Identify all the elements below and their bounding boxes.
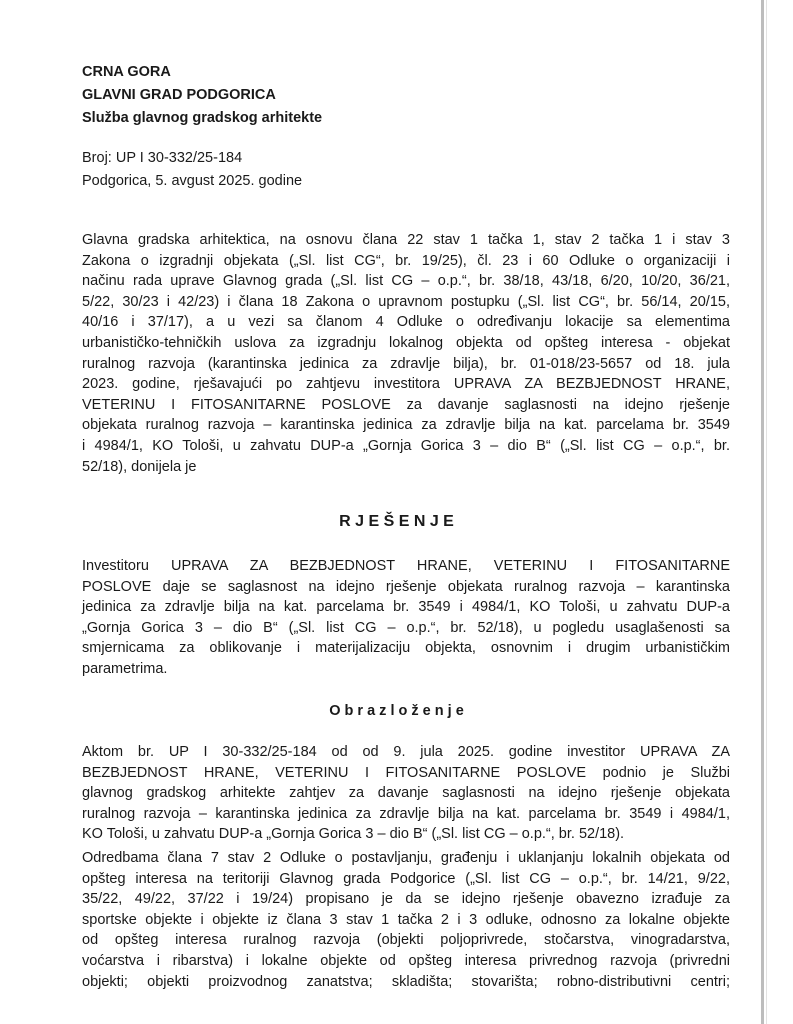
text-line: BEZBJEDNOST HRANE, VETERINU I FITOSANITARNE POSLOVE podnio je Službi	[82, 764, 730, 781]
header-city: GLAVNI GRAD PODGORICA	[82, 87, 276, 103]
document-number: Broj: UP I 30-332/25-184	[82, 150, 243, 166]
intro-paragraph	[82, 230, 730, 477]
decision-paragraph	[82, 556, 730, 680]
text-line: sportske objekte i objekte iz člana 3 stav 1 tačka 2 i 3 odluke, odnosno za lokalne objekte	[82, 911, 730, 928]
text-line: Glavna gradska arhitektica, na osnovu člana 22 stav 1 tačka 1, stav 2 tačka 1 i stav 3	[82, 232, 730, 248]
document-date: Podgorica, 5. avgust 2025. godine	[82, 173, 303, 189]
text-line: „Gornja Gorica 3 – dio B“ („Sl. list CG – o.p.“, br. 52/18), u pogledu usaglašenosti sa	[82, 619, 730, 636]
text-line: Odredbama člana 7 stav 2 Odluke o postavljanju, građenju i uklanjanju lokalnih objekata od	[82, 850, 730, 866]
text-line: Aktom br. UP I 30-332/25-184 od od 9. jula 2025. godine investitor UPRAVA ZA	[82, 744, 730, 760]
text-line: 35/22, 49/22, 37/22 i 19/24) propisano je da se idejno rješenje obavezno izrađuje za	[82, 891, 730, 908]
text-line: ruralnog razvoja (karantinska jedinica za zdravlje bilja), br. 01-018/23-5657 od 18. jula	[82, 355, 730, 372]
text-line: Zakona o izgradnji objekata („Sl. list CG“, br. 19/25), čl. 23 i 60 Odluke o organizaciji i	[82, 252, 730, 269]
text-line: Investitoru UPRAVA ZA BEZBJEDNOST HRANE, VETERINU I FITOSANITARNE	[82, 558, 730, 574]
text-line: POSLOVE daje se saglasnost na idejno rješenje objekata ruralnog razvoja – karantinska	[82, 578, 730, 595]
text-line: parametrima.	[82, 660, 168, 677]
text-line: objekata ruralnog razvoja – karantinska jedinica za zdravlje bilja na kat. parcelama br. 3549	[82, 417, 730, 434]
text-line: 5/22, 30/23 i 42/23) i člana 18 Zakona o upravnom postupku („Sl. list CG“, br. 56/14, 20/15,	[82, 293, 730, 310]
text-line: opšteg interesa na teritoriji Glavnog grada Podgorice („Sl. list CG – o.p.“, br. 14/21, 9/22,	[82, 870, 730, 887]
text-line: i 4984/1, KO Tološi, u zahvatu DUP-a „Gornja Gorica 3 – dio B“ („Sl. list CG – o.p.“, br.	[82, 437, 730, 454]
header-office: Služba glavnog gradskog arhitekte	[82, 110, 323, 126]
text-line: ruralnog razvoja – karantinska jedinica za zdravlje bilja na kat. parcelama br. 3549 i 4984/1,	[82, 805, 730, 822]
header-country: CRNA GORA	[82, 64, 171, 80]
scan-edge-shadow	[766, 0, 767, 1024]
decision-title: R J E Š E N J E	[339, 513, 454, 530]
text-line: načinu rada uprave Glavnog grada („Sl. list CG – o.p.“, br. 38/18, 43/18, 6/20, 10/20, 36/21,	[82, 273, 730, 290]
text-line: voćarstva i ribarstva) i lokalne objekte od opšteg interesa privrednog razvoja (privredni	[82, 952, 730, 969]
text-line: objekti; objekti proizvodnog zanatstva; skladišta; stovarišta; robno-distributivni centri;	[82, 973, 730, 990]
text-line: 2023. godine, rješavajući po zahtjevu investitora UPRAVA ZA BEZBJEDNOST HRANE,	[82, 376, 730, 393]
text-line: KO Tološi, u zahvatu DUP-a „Gornja Gorica 3 – dio B“ („Sl. list CG – o.p.“, br. 52/18).	[82, 826, 625, 843]
text-line: jedinica za zdravlje bilja na kat. parcelama br. 3549 i 4984/1, KO Tološi, u zahvatu DUP-a	[82, 599, 730, 616]
text-line: 40/16 i 37/17), a u vezi sa članom 4 Odluke o određivanju lokacije sa elementima	[82, 314, 730, 331]
reasoning-paragraph-1	[82, 742, 730, 845]
reasoning-paragraph-2	[82, 848, 730, 992]
text-line: VETERINU I FITOSANITARNE POSLOVE za davanje saglasnosti na idejno rješenje	[82, 396, 730, 413]
reasoning-title: O b r a z l o ž e n j e	[329, 703, 464, 719]
text-line: od opšteg interesa ruralnog razvoja (objekti poljoprivrede, stočarstva, vinogradarstva,	[82, 932, 730, 949]
scan-edge	[761, 0, 764, 1024]
text-line: urbanističko-tehničkih uslova za izgradnju lokalnog objekta od opšteg interesa - objekat	[82, 334, 730, 351]
text-line: smjernicama za oblikovanje i materijalizaciju objekta, osnovnim i drugim urbanističkim	[82, 640, 730, 657]
text-line: glavnog gradskog arhitekte zahtjev za davanje saglasnosti na idejno rješenje objekata	[82, 785, 730, 802]
text-line: 52/18), donijela je	[82, 458, 197, 475]
